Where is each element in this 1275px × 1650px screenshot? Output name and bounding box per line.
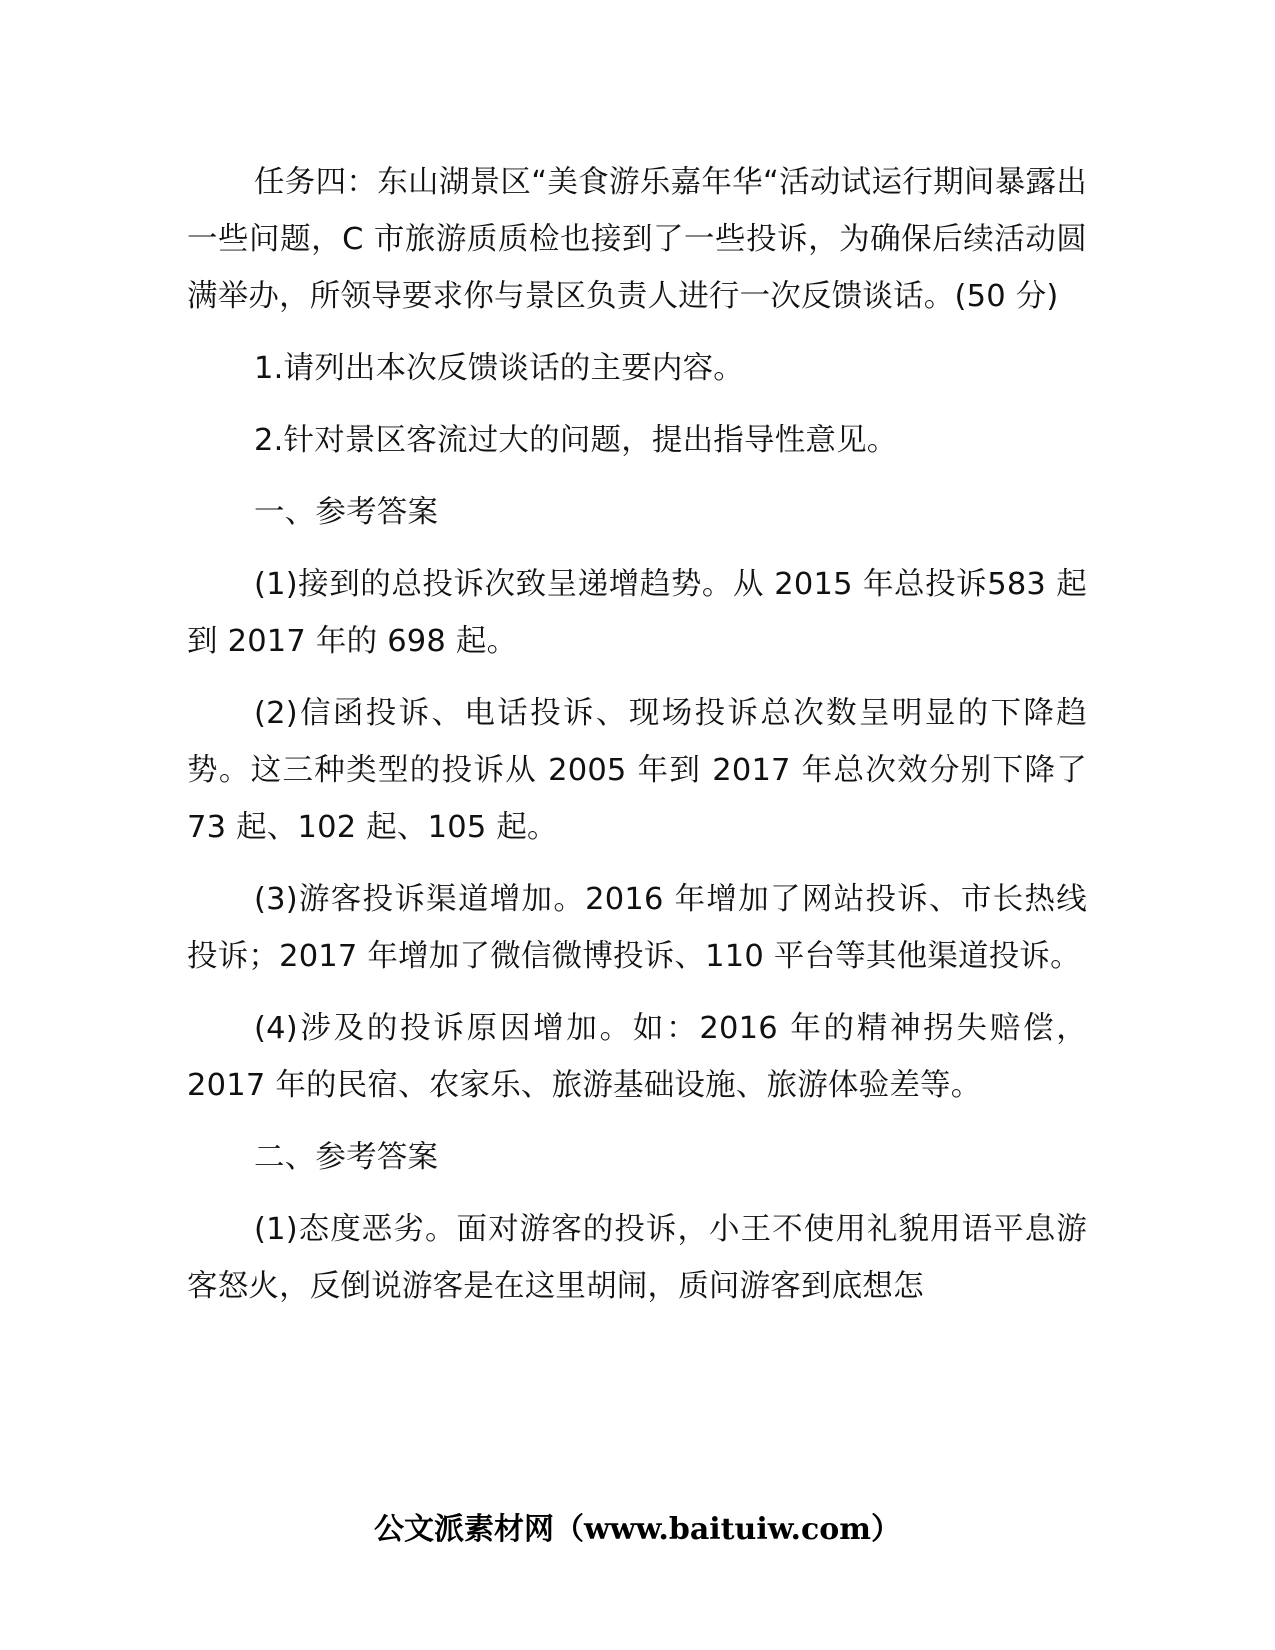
paragraph-answer-1-1: (1)接到的总投诉次致呈递增趋势。从 2015 年总投诉583 起到 2017 年的 698 起。 xyxy=(187,567,1087,659)
paragraph-answer-2-1: (1)态度恶劣。面对游客的投诉，小王不使用礼貌用语平息游客怒火，反倒说游客是在这里胡闹，质问游客到底想怎 xyxy=(187,1212,1087,1304)
paragraph-answer-1-3: (3)游客投诉渠道增加。2016 年增加了网站投诉、市长热线投诉；2017 年增加了微信微博投诉、110 平台等其他渠道投诉。 xyxy=(187,882,1087,974)
paragraph-question-two: 2.针对景区客流过大的问题，提出指导性意见。 xyxy=(254,423,898,458)
section-heading-answer-one: 一、参考答案 xyxy=(254,495,439,530)
section-heading-answer-two: 二、参考答案 xyxy=(254,1140,439,1175)
paragraph-task-four: 任务四：东山湖景区“美食游乐嘉年华“活动试运行期间暴露出一些问题，C 市旅游质质检也接到了一些投诉，为确保后续活动圆满举办，所领导要求你与景区负责人进行一次反馈谈话。(50 分) xyxy=(187,165,1087,314)
paragraph-question-one: 1.请列出本次反馈谈话的主要内容。 xyxy=(254,351,744,386)
paragraph-answer-1-4: (4)涉及的投诉原因增加。如：2016 年的精神拐失赔偿，2017 年的民宿、农家乐、旅游基础设施、旅游体验差等。 xyxy=(187,1011,1087,1103)
document-body xyxy=(187,154,1087,1330)
paragraph-answer-1-2: (2)信函投诉、电话投诉、现场投诉总次数呈明显的下降趋势。这三种类型的投诉从 2005 年到 2017 年总次效分别下降了 73 起、102 起、105 起。 xyxy=(187,696,1087,845)
page-footer: 公文派素材网（www.baituiw.com） xyxy=(373,1512,902,1547)
